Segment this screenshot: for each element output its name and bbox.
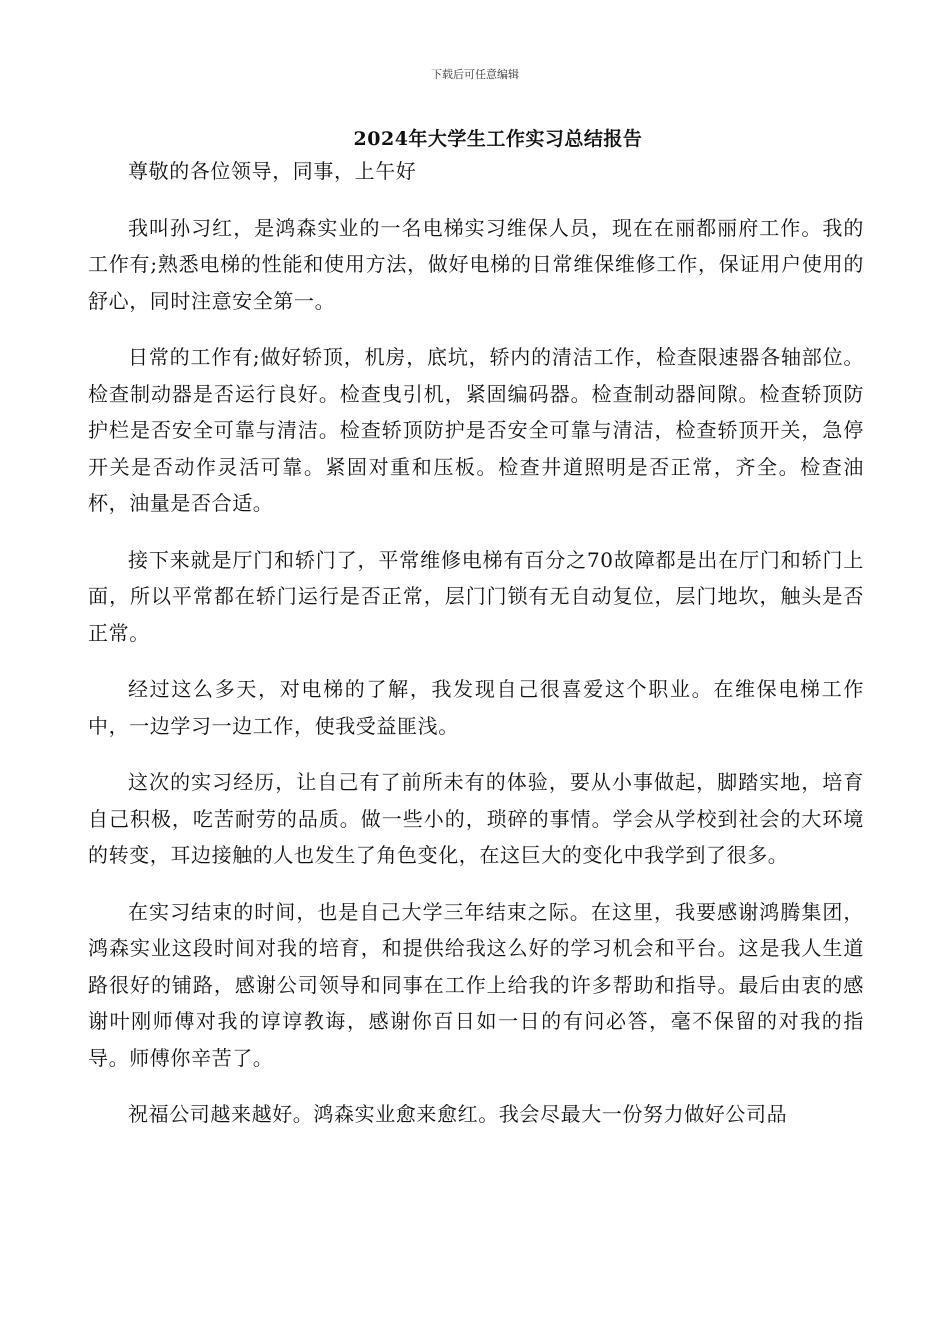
paragraph-wishes: 祝福公司越来越好。鸿森实业愈来愈红。我会尽最大一份努力做好公司品: [128, 1102, 788, 1126]
document-title: 2024年大学生工作实习总结报告: [353, 128, 643, 150]
paragraph-daily-work: 日常的工作有;做好轿顶，机房，底坑，轿内的清洁工作，检查限速器各轴部位。检查制动器是否运行良好。检查曳引机，紧固编码器。检查制动器间隙。检查轿顶防护栏是否安全可靠与清洁。检查轿顶防护是否安全可靠与清洁，检查轿顶开关，急停开关是否动作灵活可靠。紧固对重和压板。检查井道照明是否正常，齐全。检查油杯，油量是否合适。: [88, 345, 864, 515]
header-note: 下载后可任意编辑: [431, 68, 519, 81]
document-body: [88, 153, 864, 1153]
paragraph-greeting: 尊敬的各位领导，同事，上午好: [128, 159, 417, 183]
paragraph-intro: 我叫孙习红，是鸿森实业的一名电梯实习维保人员，现在在丽都丽府工作。我的工作有;熟悉电梯的性能和使用方法，做好电梯的日常维保维修工作，保证用户使用的舒心，同时注意安全第一。: [88, 215, 864, 313]
paragraph-doors: 接下来就是厅门和轿门了，平常维修电梯有百分之70故障都是出在厅门和轿门上面，所以平常都在轿门运行是否正常，层门门锁有无自动复位，层门地坎，触头是否正常。: [88, 547, 864, 645]
paragraph-experience: 这次的实习经历，让自己有了前所未有的体验，要从小事做起，脚踏实地，培育自己积极，吃苦耐劳的品质。做一些小的，琐碎的事情。学会从学校到社会的大环境的转变，耳边接触的人也发生了角色变化，在这巨大的变化中我学到了很多。: [88, 770, 864, 867]
paragraph-career: 经过这么多天，对电梯的了解，我发现自己很喜爱这个职业。在维保电梯工作中，一边学习一边工作，使我受益匪浅。: [88, 677, 864, 738]
paragraph-thanks: 在实习结束的时间，也是自己大学三年结束之际。在这里，我要感谢鸿腾集团，鸿森实业这段时间对我的培育，和提供给我这么好的学习机会和平台。这是我人生道路很好的铺路，感谢公司领导和同事在工作上给我的许多帮助和指导。最后由衷的感谢叶刚师傅对我的谆谆教诲，感谢你百日如一日的有问必答，毫不保留的对我的指导。师傅你辛苦了。: [88, 899, 864, 1070]
